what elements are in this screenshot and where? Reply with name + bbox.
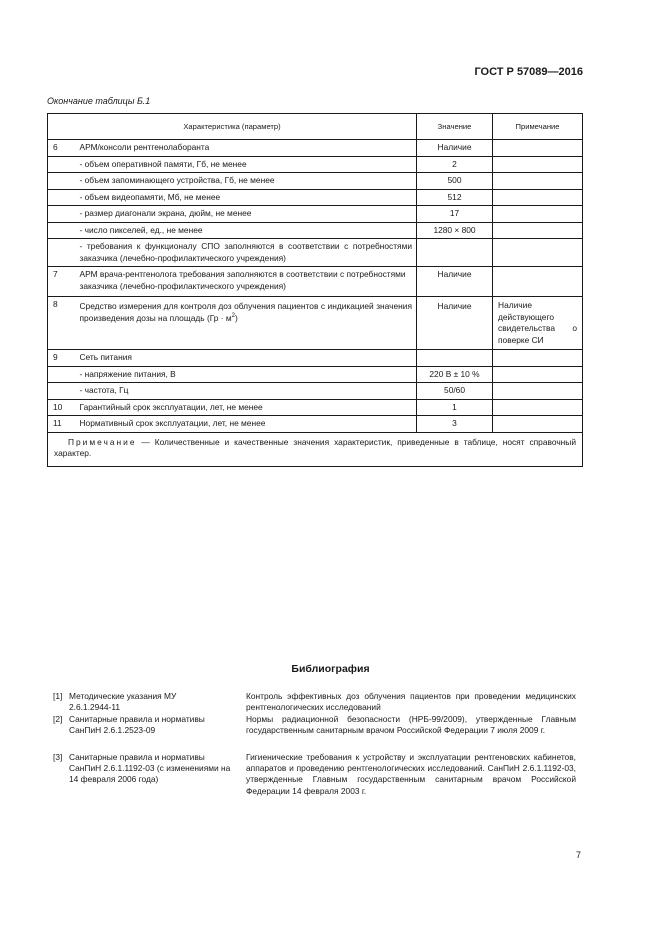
row-note <box>493 222 583 239</box>
row-note <box>493 173 583 190</box>
row-value: 3 <box>417 416 493 433</box>
row-parameter-close: ) <box>235 312 238 323</box>
row-parameter: - частота, Гц <box>78 383 417 400</box>
bibliography-source: Санитарные правила и нормативы СанПиН 2.6.1.1192-03 (с изменениями на 14 февраля 2006 года) <box>69 752 231 785</box>
row-value: 500 <box>417 173 493 190</box>
footnote-label: Примечание <box>68 436 137 447</box>
row-number <box>48 189 78 206</box>
bibliography-entry-title: Контроль эффективных доз облучения пациентов при проведении медицинских рентгенологических исследований <box>246 691 576 713</box>
table-row <box>48 297 583 350</box>
row-value: Наличие <box>417 297 493 350</box>
bibliography-index: [3] <box>53 752 63 762</box>
row-parameter: Сеть питания <box>78 350 417 367</box>
table-row <box>48 156 583 173</box>
table-row <box>48 222 583 239</box>
superscript-2: 2 <box>231 312 236 319</box>
row-note <box>493 239 583 267</box>
row-value: 2 <box>417 156 493 173</box>
table-row <box>48 206 583 223</box>
row-number: 10 <box>48 399 78 416</box>
row-value: 17 <box>417 206 493 223</box>
row-note <box>493 267 583 297</box>
row-value: Наличие <box>417 267 493 297</box>
row-number: 11 <box>48 416 78 433</box>
bibliography-index: [1] <box>53 691 63 701</box>
table-row <box>48 350 583 367</box>
row-note <box>493 206 583 223</box>
row-number <box>48 239 78 267</box>
row-note <box>493 140 583 157</box>
row-parameter: - требования к функционалу СПО заполняются в соответствии с потребностями заказчика (лечебно-профилактического учреждения) <box>78 239 417 267</box>
row-number <box>48 206 78 223</box>
row-parameter: - объем запоминающего устройства, Гб, не менее <box>78 173 417 190</box>
table-footnote-row <box>48 432 583 466</box>
row-parameter: - объем видеопамяти, Мб, не менее <box>78 189 417 206</box>
row-value: 1280 × 800 <box>417 222 493 239</box>
row-parameter: АРМ/консоли рентгенолаборанта <box>78 140 417 157</box>
row-note <box>493 156 583 173</box>
row-note <box>493 350 583 367</box>
table-row <box>48 416 583 433</box>
table-row <box>48 366 583 383</box>
standard-code: ГОСТ Р 57089—2016 <box>474 66 583 78</box>
row-value <box>417 350 493 367</box>
row-value: 1 <box>417 399 493 416</box>
row-number <box>48 366 78 383</box>
row-number <box>48 222 78 239</box>
row-parameter: Гарантийный срок эксплуатации, лет, не менее <box>78 399 417 416</box>
header-note: Примечание <box>493 114 583 140</box>
table-row <box>48 189 583 206</box>
row-note <box>493 416 583 433</box>
table-header-row <box>48 114 583 140</box>
row-parameter: АРМ врача-рентгенолога требования заполняются в соответствии с потребностями заказчика (лечебно-профилактического учреждения) <box>78 267 417 297</box>
table-row <box>48 173 583 190</box>
row-number <box>48 173 78 190</box>
bibliography-source: Методические указания МУ 2.6.1.2944-11 <box>69 691 177 713</box>
row-number <box>48 383 78 400</box>
row-value <box>417 239 493 267</box>
table-row <box>48 140 583 157</box>
table-row <box>48 383 583 400</box>
row-value: 512 <box>417 189 493 206</box>
header-parameter: Характеристика (параметр) <box>48 114 417 140</box>
row-parameter-text: Средство измерения для контроля доз облучения пациентов с индикацией значения произведения дозы на площадь (Гр · м <box>79 301 413 323</box>
row-note <box>493 399 583 416</box>
row-number <box>48 156 78 173</box>
row-number: 8 <box>48 297 78 350</box>
bibliography-entry-title: Нормы радиационной безопасности (НРБ-99/2009), утвержденные Главным государственным санитарным врачом Российской Федерации 7 июля 2009 г. <box>246 714 576 736</box>
row-parameter: - объем оперативной памяти, Гб, не менее <box>78 156 417 173</box>
footnote-text: — Количественные и качественные значения характеристик, приведенные в таблице, носят справочный характер. <box>54 436 577 458</box>
bibliography-entry-title: Гигиенические требования к устройству и эксплуатации рентгеновских кабинетов, аппаратов и проведению рентгенологических исследований. СанПиН 2.6.1.1192-03, утвержденные Главным государственным санитарным врачом Российской Федерации 14 февраля 2003 г. <box>246 752 576 796</box>
row-number: 6 <box>48 140 78 157</box>
spec-table <box>47 113 583 467</box>
bibliography-source: Санитарные правила и нормативы СанПиН 2.6.1.2523-09 <box>69 714 205 736</box>
row-value: 220 В ± 10 % <box>417 366 493 383</box>
row-number: 7 <box>48 267 78 297</box>
table-footnote <box>48 432 583 466</box>
table-row <box>48 267 583 297</box>
page-number: 7 <box>575 850 581 860</box>
header-value: Значение <box>417 114 493 140</box>
table-caption: Окончание таблицы Б.1 <box>47 96 151 106</box>
bibliography-title: Библиография <box>291 663 370 675</box>
row-note <box>493 383 583 400</box>
row-parameter: Нормативный срок эксплуатации, лет, не менее <box>78 416 417 433</box>
row-value: 50/60 <box>417 383 493 400</box>
row-note <box>493 189 583 206</box>
table-row <box>48 239 583 267</box>
row-value: Наличие <box>417 140 493 157</box>
row-parameter <box>78 297 417 350</box>
row-parameter: - напряжение питания, В <box>78 366 417 383</box>
table-row <box>48 399 583 416</box>
row-note: Наличие действующего свидетельства о поверке СИ <box>493 297 583 350</box>
row-note <box>493 366 583 383</box>
row-number: 9 <box>48 350 78 367</box>
row-parameter: - размер диагонали экрана, дюйм, не менее <box>78 206 417 223</box>
bibliography-index: [2] <box>53 714 63 724</box>
row-parameter: - число пикселей, ед., не менее <box>78 222 417 239</box>
